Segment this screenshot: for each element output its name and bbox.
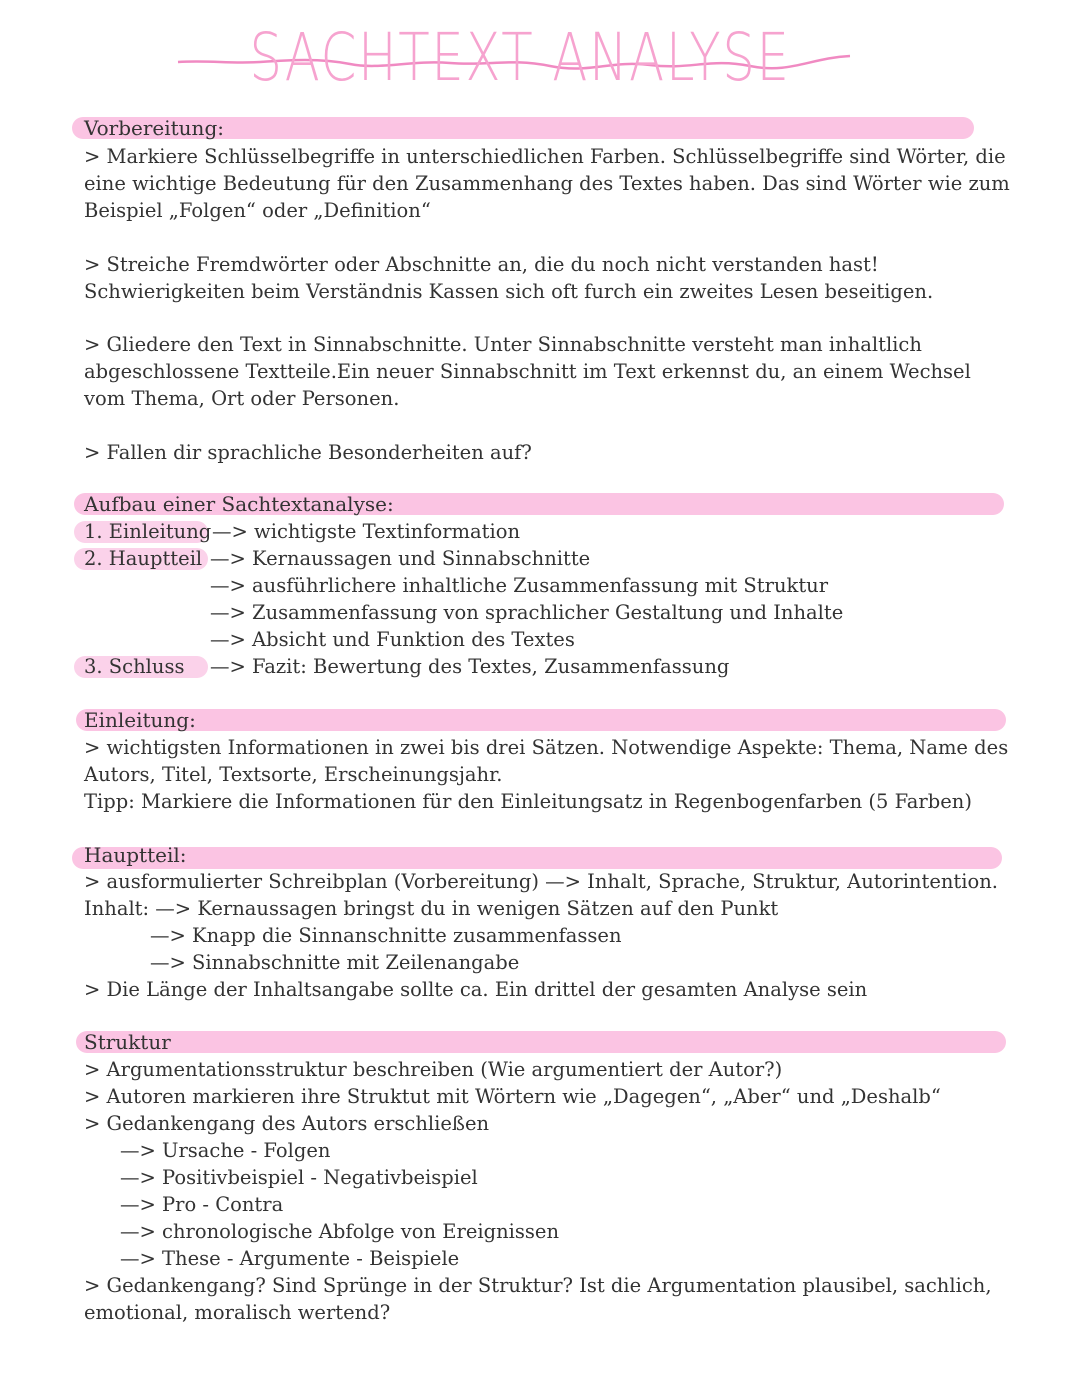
section-bar-struktur bbox=[76, 1031, 1006, 1053]
section-bar-einleitung bbox=[76, 709, 1006, 731]
text-line: Tipp: Markiere die Informationen für den Einleitungsatz in Regenbogenfarben (5 Farben) bbox=[84, 790, 972, 813]
aufbau-text: —> Kernaussagen und Sinnabschnitte bbox=[210, 547, 591, 570]
heading-vorbereitung: Vorbereitung: bbox=[84, 116, 224, 140]
text-line: Schwierigkeiten beim Verständnis Kassen sich oft furch ein zweites Lesen beseitigen. bbox=[84, 280, 934, 303]
text-line: eine wichtige Bedeutung für den Zusammenhang des Textes haben. Das sind Wörter wie zum bbox=[84, 172, 1010, 195]
text-line: > Streiche Fremdwörter oder Abschnitte an, die du noch nicht verstanden hast! bbox=[84, 253, 879, 276]
text-line: —> These - Argumente - Beispiele bbox=[120, 1247, 460, 1270]
text-line: > ausformulierter Schreibplan (Vorbereitung) —> Inhalt, Sprache, Struktur, Autorintention. bbox=[84, 870, 998, 893]
text-line: —> Ursache - Folgen bbox=[120, 1139, 331, 1162]
text-line: abgeschlossene Textteile.Ein neuer Sinnabschnitt im Text erkennst du, an einem Wechsel bbox=[84, 360, 971, 383]
text-line: > Gedankengang des Autors erschließen bbox=[84, 1112, 490, 1135]
aufbau-text: —> Zusammenfassung von sprachlicher Gestaltung und Inhalte bbox=[210, 601, 844, 624]
text-line: > Gliedere den Text in Sinnabschnitte. Unter Sinnabschnitte versteht man inhaltlich bbox=[84, 333, 922, 356]
heading-struktur: Struktur bbox=[84, 1030, 171, 1054]
text-line: > Gedankengang? Sind Sprünge in der Struktur? Ist die Argumentation plausibel, sachlich, bbox=[84, 1274, 992, 1297]
text-line: > Die Länge der Inhaltsangabe sollte ca. Ein drittel der gesamten Analyse sein bbox=[84, 978, 868, 1001]
text-line: —> Knapp die Sinnanschnitte zusammenfassen bbox=[150, 924, 622, 947]
aufbau-text: —> ausführlichere inhaltliche Zusammenfassung mit Struktur bbox=[210, 574, 829, 597]
text-line: vom Thema, Ort oder Personen. bbox=[84, 387, 400, 410]
heading-aufbau: Aufbau einer Sachtextanalyse: bbox=[84, 492, 394, 516]
text-line: —> Sinnabschnitte mit Zeilenangabe bbox=[150, 951, 520, 974]
aufbau-text: —> Fazit: Bewertung des Textes, Zusammenfassung bbox=[210, 655, 730, 678]
text-line: Inhalt: —> Kernaussagen bringst du in wenigen Sätzen auf den Punkt bbox=[84, 897, 779, 920]
heading-einleitung: Einleitung: bbox=[84, 708, 196, 732]
text-line: Beispiel „Folgen“ oder „Definition“ bbox=[84, 199, 431, 222]
text-line: > Argumentationsstruktur beschreiben (Wie argumentiert der Autor?) bbox=[84, 1058, 783, 1081]
text-line: —> Positivbeispiel - Negativbeispiel bbox=[120, 1166, 478, 1189]
text-line: > Markiere Schlüsselbegriffe in unterschiedlichen Farben. Schlüsselbegriffe sind Wörter, die bbox=[84, 145, 1006, 168]
aufbau-label: 2. Hauptteil bbox=[84, 547, 203, 570]
text-line: > Autoren markieren ihre Struktut mit Wörtern wie „Dagegen“, „Aber“ und „Deshalb“ bbox=[84, 1085, 941, 1108]
aufbau-text: —> Absicht und Funktion des Textes bbox=[210, 628, 575, 651]
text-line: —> Pro - Contra bbox=[120, 1193, 284, 1216]
text-line: > Fallen dir sprachliche Besonderheiten auf? bbox=[84, 441, 532, 464]
aufbau-label: 3. Schluss bbox=[84, 655, 185, 678]
text-line: emotional, moralisch wertend? bbox=[84, 1301, 391, 1324]
text-line: Autors, Titel, Textsorte, Erscheinungsjahr. bbox=[84, 763, 503, 786]
aufbau-label: 1. Einleitung bbox=[84, 520, 212, 543]
text-line: —> chronologische Abfolge von Ereignissen bbox=[120, 1220, 560, 1243]
page-title: SACHTEXT ANALYSE bbox=[249, 19, 791, 96]
text-line: > wichtigsten Informationen in zwei bis drei Sätzen. Notwendige Aspekte: Thema, Name des bbox=[84, 736, 1009, 759]
section-bar-hauptteil bbox=[72, 847, 1002, 869]
heading-hauptteil: Hauptteil: bbox=[84, 843, 187, 867]
aufbau-text: —> wichtigste Textinformation bbox=[212, 520, 521, 543]
title-block bbox=[170, 8, 870, 108]
